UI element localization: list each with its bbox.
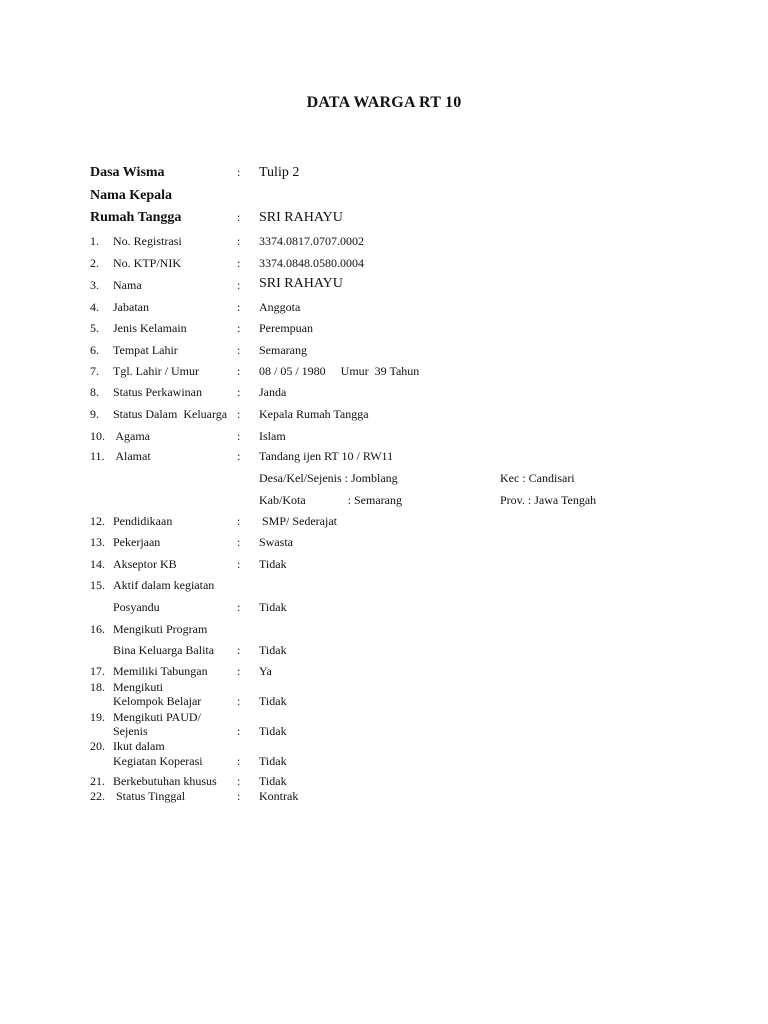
colon: : [237,234,241,248]
colon: : [237,165,241,179]
item-value: Ya [259,664,272,678]
item-label: Mengikuti PAUD/ [113,710,201,724]
item-number: 13. [90,535,105,549]
item-number: 8. [90,385,99,399]
address-kab: Kab/Kota : Semarang [259,493,402,507]
colon: : [237,449,241,463]
item-value: Kepala Rumah Tangga [259,407,369,421]
colon: : [237,429,241,443]
colon: : [237,256,241,270]
item-value: Tidak [259,724,287,738]
item-value: 08 / 05 / 1980 Umur 39 Tahun [259,364,420,378]
item-value: Semarang [259,343,307,357]
item-value: Tidak [259,600,287,614]
item-label-continued: Kelompok Belajar [113,694,202,708]
item-row [0,234,768,252]
item-value: Swasta [259,535,293,549]
address-row-desa [0,471,768,489]
item-label-continued: Posyandu [113,600,160,614]
colon: : [237,514,241,528]
colon: : [237,664,241,678]
item-number: 16. [90,622,105,636]
address-row-kab [0,493,768,511]
item-number: 6. [90,343,99,357]
colon: : [237,210,241,224]
item-label: Alamat [113,449,151,463]
item-row-continued [0,754,768,772]
colon: : [237,643,241,657]
item-label: Ikut dalam [113,739,165,753]
item-label-continued: Bina Keluarga Balita [113,643,215,657]
item-label: Mengikuti [113,680,163,694]
item-value: Perempuan [259,321,313,335]
colon: : [237,321,241,335]
item-label: Jenis Kelamain [113,321,187,335]
item-label: Status Perkawinan [113,385,202,399]
item-number: 17. [90,664,105,678]
item-label: Agama [113,429,150,443]
item-row-continued [0,600,768,618]
item-label: Mengikuti Program [113,622,208,636]
item-number: 11. [90,449,105,463]
item-row [0,364,768,382]
colon: : [237,300,241,314]
item-value: 3374.0848.0580.0004 [259,256,364,270]
item-value: Tidak [259,557,287,571]
item-row [0,385,768,403]
item-label: Pendidikaan [113,514,173,528]
item-value: Tandang ijen RT 10 / RW11 [259,449,394,463]
item-row [0,535,768,553]
address-kec: Kec : Candisari [500,471,575,485]
item-row [0,256,768,274]
item-label: Status Dalam Keluarga [113,407,228,421]
item-label: No. KTP/NIK [113,256,181,270]
item-label-continued: Kegiatan Koperasi [113,754,203,768]
item-number: 5. [90,321,99,335]
item-row [0,449,768,467]
item-number: 22. [90,789,105,803]
item-number: 7. [90,364,99,378]
item-row [0,300,768,318]
colon: : [237,774,241,788]
item-row [0,278,768,296]
colon: : [237,343,241,357]
kepala-row [0,210,768,228]
item-row [0,557,768,575]
item-number: 18. [90,680,105,694]
item-label: Aktif dalam kegiatan [113,578,215,592]
item-value: Anggota [259,300,301,314]
item-value: 3374.0817.0707.0002 [259,234,364,248]
item-number: 2. [90,256,99,270]
item-label-continued: Sejenis [113,724,148,738]
item-number: 4. [90,300,99,314]
colon: : [237,789,241,803]
item-row [0,622,768,640]
item-value: Tidak [259,694,287,708]
dasa-wisma-value: Tulip 2 [259,165,300,180]
item-number: 14. [90,557,105,571]
item-label: Tgl. Lahir / Umur [113,364,199,378]
item-label: Berkebutuhan khusus [113,774,217,788]
address-desa: Desa/Kel/Sejenis : Jomblang [259,471,398,485]
colon: : [237,278,241,292]
item-value: Janda [259,385,287,399]
kepala-label-line1: Nama Kepala [90,188,173,203]
item-row-continued [0,643,768,661]
colon: : [237,724,241,738]
address-prov: Prov. : Jawa Tengah [500,493,597,507]
item-label: Nama [113,278,142,292]
item-value: Tidak [259,774,287,788]
item-label: Jabatan [113,300,149,314]
item-row [0,321,768,339]
item-label: Tempat Lahir [113,343,178,357]
colon: : [237,557,241,571]
item-label: Pekerjaan [113,535,161,549]
item-row [0,407,768,425]
item-number: 15. [90,578,105,592]
item-row [0,789,768,807]
item-value: SRI RAHAYU [259,276,343,291]
dasa-wisma-row [0,165,768,183]
item-row [0,343,768,361]
dasa-wisma-label: Dasa Wisma [90,165,165,180]
item-number: 20. [90,739,105,753]
item-value: SMP/ Sederajat [259,514,337,528]
colon: : [237,407,241,421]
colon: : [237,600,241,614]
item-value: Kontrak [259,789,299,803]
colon: : [237,694,241,708]
item-row [0,514,768,532]
colon: : [237,385,241,399]
item-number: 12. [90,514,105,528]
item-number: 19. [90,710,105,724]
item-value: Tidak [259,754,287,768]
kepala-value: SRI RAHAYU [259,210,343,225]
item-number: 9. [90,407,99,421]
item-number: 21. [90,774,105,788]
item-label: Memiliki Tabungan [113,664,208,678]
document-title: DATA WARGA RT 10 [306,94,462,111]
kepala-label-line2: Rumah Tangga [90,210,182,225]
item-number: 3. [90,278,99,292]
item-value: Islam [259,429,286,443]
colon: : [237,364,241,378]
kepala-label-row [0,188,768,206]
item-label: Status Tinggal [113,789,186,803]
item-value: Tidak [259,643,287,657]
item-label: No. Registrasi [113,234,182,248]
colon: : [237,754,241,768]
colon: : [237,535,241,549]
item-row [0,429,768,447]
item-label: Akseptor KB [113,557,177,571]
item-row [0,578,768,596]
item-number: 1. [90,234,99,248]
item-number: 10. [90,429,105,443]
